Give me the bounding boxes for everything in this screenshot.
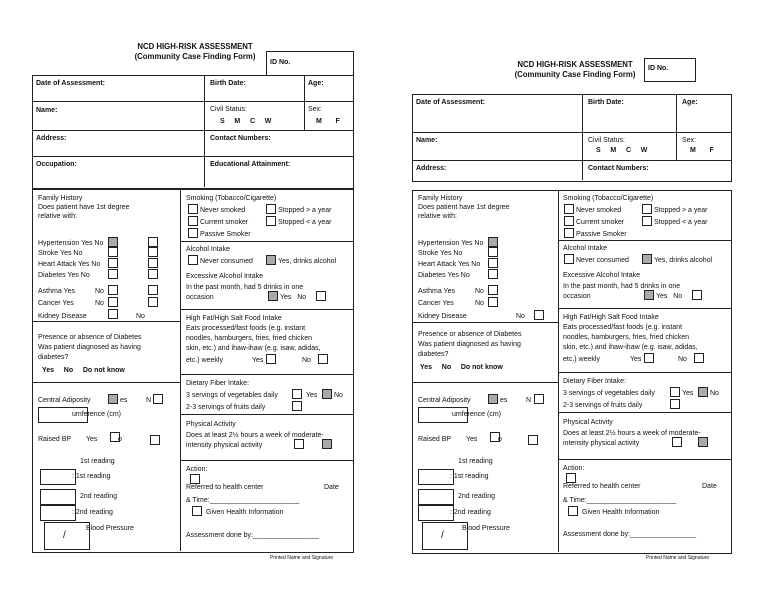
excessive-alcohol-heading: Excessive Alcohol Intake <box>186 273 264 280</box>
hypertension-yes-checkbox[interactable] <box>488 237 498 247</box>
stopped-lt-label: Stopped < a year <box>654 219 708 226</box>
excessive-no-checkbox[interactable] <box>692 290 702 300</box>
drinks-alcohol-label: Yes, drinks alcohol <box>654 257 713 264</box>
adiposity-no-checkbox[interactable] <box>534 394 544 404</box>
cancer-label: Cancer Yes <box>38 300 74 307</box>
reading1-input[interactable] <box>40 469 76 485</box>
fiber-line2: 2-3 servings of fruits daily <box>563 402 643 409</box>
address-field[interactable]: Address: <box>416 165 447 172</box>
excessive-q2: occasion <box>186 294 214 301</box>
printed-name-caption: Printed Name and Signature <box>646 555 710 561</box>
hypertension-yes-checkbox[interactable] <box>108 237 118 247</box>
assessment-done-by-field[interactable]: Assessment done by:_________________ <box>186 532 320 539</box>
kidney-yes-checkbox[interactable] <box>108 309 118 319</box>
high-fat-line3: skin, etc.) and ihaw-ihaw (e.g. isaw, adidas, <box>563 344 698 351</box>
high-fat-line4: etc.) weekly <box>186 357 223 364</box>
fiber-veg-yes-checkbox[interactable] <box>670 387 680 397</box>
heart-attack-no-checkbox[interactable] <box>148 258 158 268</box>
printed-name-caption: Printed Name and Signature <box>270 555 334 561</box>
age-field[interactable]: Age: <box>682 99 698 106</box>
adiposity-yes-label: es <box>120 397 128 404</box>
bp-slash: / <box>63 530 66 541</box>
kidney-no-checkbox[interactable] <box>534 310 544 320</box>
drinks-alcohol-checkbox[interactable] <box>266 255 276 265</box>
occupation-field[interactable]: Occupation: <box>36 161 77 168</box>
never-consumed-label: Never consumed <box>200 258 253 265</box>
bp-slash: / <box>441 530 444 541</box>
physical-activity-line2: intensity physical activity <box>186 442 263 449</box>
blood-pressure-label: Blood Pressure <box>462 525 510 532</box>
waist-label: umference (cm) <box>452 411 502 418</box>
fiber-veg-no-checkbox[interactable] <box>322 389 332 399</box>
fiber-no-label: No <box>334 392 343 399</box>
fiber-yes-label: Yes <box>306 392 318 399</box>
cancer-no-label: No <box>95 300 104 307</box>
sex-options[interactable]: M F <box>690 147 714 154</box>
passive-smoker-checkbox[interactable] <box>188 228 198 238</box>
reading1b-label: : 1st reading <box>450 473 489 480</box>
civil-status-options[interactable]: S M C W <box>596 147 648 154</box>
reading2-label: 2nd reading <box>80 493 117 500</box>
drinks-alcohol-checkbox[interactable] <box>642 254 652 264</box>
adiposity-yes-checkbox[interactable] <box>108 394 118 404</box>
raised-bp-yes-label: Yes <box>86 436 98 443</box>
sex-label: Sex: <box>682 137 697 144</box>
blood-pressure-input[interactable] <box>44 522 90 550</box>
cancer-no-label: No <box>475 300 484 307</box>
referred-date-label: Date <box>702 483 717 490</box>
high-fat-line1: Eats processed/fast foods (e.g. instant <box>186 325 306 332</box>
high-fat-yes-checkbox[interactable] <box>644 353 654 363</box>
family-history-heading: Family History <box>38 195 83 202</box>
diabetes-label: Diabetes Yes No <box>38 272 90 279</box>
fiber-fruit-yes-checkbox[interactable] <box>670 399 680 409</box>
fiber-veg-no-checkbox[interactable] <box>698 387 708 397</box>
never-smoked-label: Never smoked <box>576 207 622 214</box>
never-smoked-checkbox[interactable] <box>564 204 574 214</box>
stroke-no-checkbox[interactable] <box>148 247 158 257</box>
high-fat-heading: High Fat/High Salt Food Intake <box>186 315 282 322</box>
high-fat-line2: noodles, hamburgers, fries, fried chicken <box>186 335 313 342</box>
excessive-yes-no-label: Yes No <box>280 294 307 301</box>
heart-attack-yes-checkbox[interactable] <box>488 258 498 268</box>
high-fat-no-label: No <box>678 356 687 363</box>
title-line2: (Community Case Finding Form) <box>134 52 256 61</box>
asthma-no-checkbox[interactable] <box>488 285 498 295</box>
title-line1: NCD HIGH-RISK ASSESSMENT <box>517 60 633 69</box>
reading1-label: 1st reading <box>80 458 115 465</box>
stroke-yes-checkbox[interactable] <box>108 247 118 257</box>
contact-numbers-field[interactable]: Contact Numbers: <box>588 165 649 172</box>
alcohol-heading: Alcohol Intake <box>186 246 230 253</box>
physical-activity-heading: Physical Activity <box>563 419 613 426</box>
contact-numbers-field[interactable]: Contact Numbers: <box>210 135 271 142</box>
sex-label: Sex: <box>308 106 323 113</box>
id-number-box[interactable] <box>644 58 696 82</box>
given-info-checkbox[interactable] <box>568 506 578 516</box>
asthma-label: Asthma Yes <box>418 288 455 295</box>
adiposity-no-label: N <box>146 397 152 404</box>
id-number-box[interactable] <box>266 51 354 77</box>
form-title <box>480 60 670 80</box>
kidney-no-label: No <box>516 313 525 320</box>
time-field[interactable]: & Time:_______________________ <box>563 497 677 504</box>
educational-attainment-field[interactable]: Educational Attainment: <box>210 161 291 168</box>
excessive-q2: occasion <box>563 293 591 300</box>
never-consumed-checkbox[interactable] <box>564 254 574 264</box>
blood-pressure-label: Blood Pressure <box>86 525 134 532</box>
asthma-label: Asthma Yes <box>38 288 75 295</box>
never-smoked-label: Never smoked <box>200 207 246 214</box>
alcohol-heading: Alcohol Intake <box>563 245 607 252</box>
passive-smoker-label: Passive Smoker <box>200 231 251 238</box>
adiposity-yes-label: es <box>500 397 508 404</box>
excessive-yes-checkbox[interactable] <box>644 290 654 300</box>
name-field[interactable]: Name: <box>36 107 58 114</box>
cancer-no-checkbox[interactable] <box>488 297 498 307</box>
reading2-label: 2nd reading <box>458 493 495 500</box>
diabetes-options[interactable]: Yes No Do not know <box>42 367 125 374</box>
diabetes-question-line2: diabetes? <box>418 351 449 358</box>
diabetes-yes-checkbox[interactable] <box>488 269 498 279</box>
demographic-grid <box>32 75 354 189</box>
time-field[interactable]: & Time:_______________________ <box>186 497 300 504</box>
raised-bp-no-label: o <box>118 436 122 443</box>
physical-no-checkbox[interactable] <box>698 437 708 447</box>
diabetes-presence-heading: Presence or absence of Diabetes <box>38 334 142 341</box>
referred-label: Referred to health center <box>186 484 264 491</box>
cancer-no2-checkbox[interactable] <box>148 297 158 307</box>
physical-activity-line1: Does at least 2½ hours a week of moderate- <box>563 430 701 437</box>
never-consumed-checkbox[interactable] <box>188 255 198 265</box>
referred-date-label: Date <box>324 484 339 491</box>
form-title <box>100 42 290 62</box>
adiposity-yes-checkbox[interactable] <box>488 394 498 404</box>
fiber-heading: Dietary Fiber Intake: <box>186 380 250 387</box>
asthma-no2-checkbox[interactable] <box>148 285 158 295</box>
adiposity-no-checkbox[interactable] <box>153 394 163 404</box>
passive-smoker-checkbox[interactable] <box>564 228 574 238</box>
family-history-heading: Family History <box>418 195 463 202</box>
diabetes-label: Diabetes Yes No <box>418 272 470 279</box>
reading2b-label: : 2nd reading <box>450 509 491 516</box>
name-field[interactable]: Name: <box>416 137 438 144</box>
current-smoker-label: Current smoker <box>576 219 625 226</box>
birth-date-field[interactable]: Birth Date: <box>588 99 624 106</box>
id-label: ID No. <box>270 59 291 66</box>
heart-attack-yes-checkbox[interactable] <box>108 258 118 268</box>
reading2b-label: : 2nd reading <box>72 509 113 516</box>
age-field[interactable]: Age: <box>308 80 324 87</box>
stopped-lt-label: Stopped < a year <box>278 219 332 226</box>
stroke-label: Stroke Yes No <box>38 250 83 257</box>
address-field[interactable]: Address: <box>36 135 67 142</box>
stroke-yes-checkbox[interactable] <box>488 247 498 257</box>
title-line1: NCD HIGH-RISK ASSESSMENT <box>137 42 253 51</box>
high-fat-no-checkbox[interactable] <box>694 353 704 363</box>
hypertension-label: Hypertension Yes No <box>418 240 484 247</box>
physical-yes-checkbox[interactable] <box>294 439 304 449</box>
given-info-checkbox[interactable] <box>192 506 202 516</box>
given-info-label: Given Health Information <box>582 509 660 516</box>
stopped-gt-checkbox[interactable] <box>642 204 652 214</box>
raised-bp-label: Raised BP <box>38 436 72 443</box>
raised-bp-no-checkbox[interactable] <box>528 435 538 445</box>
family-question-line1: Does patient have 1st degree <box>418 204 510 211</box>
excessive-q1: In the past month, had 5 drinks in one <box>186 284 304 291</box>
fiber-no-label: No <box>710 390 719 397</box>
high-fat-heading: High Fat/High Salt Food Intake <box>563 314 659 321</box>
birth-date-field[interactable]: Birth Date: <box>210 80 246 87</box>
fiber-veg-yes-checkbox[interactable] <box>292 389 302 399</box>
never-consumed-label: Never consumed <box>576 257 629 264</box>
stopped-gt-label: Stopped > a year <box>654 207 708 214</box>
diabetes-question-line2: diabetes? <box>38 354 69 361</box>
high-fat-line3: skin, etc.) and ihaw-ihaw (e.g. isaw, adidas, <box>186 345 321 352</box>
diabetes-options[interactable]: Yes No Do not know <box>420 364 503 371</box>
id-label: ID No. <box>648 65 669 72</box>
referred-label: Referred to health center <box>563 483 641 490</box>
civil-status-options[interactable]: S M C W <box>220 118 272 125</box>
family-question-line2: relative with: <box>38 213 77 220</box>
high-fat-line2: noodles, hamburgers, fries, fried chicken <box>563 334 690 341</box>
cancer-no-checkbox[interactable] <box>108 297 118 307</box>
smoking-heading: Smoking (Tobacco/Cigarette) <box>563 195 654 202</box>
reading2b-input[interactable] <box>418 505 454 521</box>
raised-bp-no-label: o <box>498 436 502 443</box>
asthma-no-label: No <box>475 288 484 295</box>
stroke-label: Stroke Yes No <box>418 250 463 257</box>
reading2-input[interactable] <box>418 489 454 505</box>
high-fat-no-checkbox[interactable] <box>318 354 328 364</box>
title-line2: (Community Case Finding Form) <box>514 70 636 79</box>
diabetes-no-checkbox[interactable] <box>148 269 158 279</box>
asthma-no-label: No <box>95 288 104 295</box>
stopped-lt-checkbox[interactable] <box>642 216 652 226</box>
fiber-line1: 3 servings of vegetables daily <box>186 392 278 399</box>
adiposity-no-label: N <box>526 397 532 404</box>
reading2-input[interactable] <box>40 489 76 505</box>
reading1b-label: : 1st reading <box>72 473 111 480</box>
stopped-lt-checkbox[interactable] <box>266 216 276 226</box>
date-of-assessment-field[interactable]: Date of Assessment: <box>416 99 485 106</box>
physical-no-checkbox[interactable] <box>322 439 332 449</box>
fiber-fruit-yes-checkbox[interactable] <box>292 401 302 411</box>
excessive-no-checkbox[interactable] <box>316 291 326 301</box>
physical-activity-line2: intensity physical activity <box>563 440 640 447</box>
stopped-gt-checkbox[interactable] <box>266 204 276 214</box>
current-smoker-checkbox[interactable] <box>564 216 574 226</box>
current-smoker-checkbox[interactable] <box>188 216 198 226</box>
excessive-alcohol-heading: Excessive Alcohol Intake <box>563 272 641 279</box>
drinks-alcohol-label: Yes, drinks alcohol <box>278 258 337 265</box>
fiber-heading: Dietary Fiber Intake: <box>563 378 627 385</box>
kidney-disease-label: Kidney Disease <box>38 313 87 320</box>
civil-status-label: Civil Status: <box>210 106 247 113</box>
high-fat-yes-label: Yes <box>630 356 642 363</box>
kidney-disease-label: Kidney Disease <box>418 313 467 320</box>
assessment-done-by-field[interactable]: Assessment done by:_________________ <box>563 531 697 538</box>
cancer-label: Cancer Yes <box>418 300 454 307</box>
fiber-line2: 2-3 servings of fruits daily <box>186 404 266 411</box>
reading1-input[interactable] <box>418 469 454 485</box>
passive-smoker-label: Passive Smoker <box>576 231 627 238</box>
never-smoked-checkbox[interactable] <box>188 204 198 214</box>
diabetes-question-line1: Was patient diagnosed as having <box>38 344 141 351</box>
excessive-q1: In the past month, had 5 drinks in one <box>563 283 681 290</box>
high-fat-yes-label: Yes <box>252 357 264 364</box>
physical-yes-checkbox[interactable] <box>672 437 682 447</box>
stopped-gt-label: Stopped > a year <box>278 207 332 214</box>
raised-bp-no-checkbox[interactable] <box>150 435 160 445</box>
heart-attack-label: Heart Attack Yes No <box>418 261 481 268</box>
physical-activity-line1: Does at least 2½ hours a week of moderate- <box>186 432 324 439</box>
fiber-yes-label: Yes <box>682 390 694 397</box>
civil-status-label: Civil Status: <box>588 137 625 144</box>
raised-bp-yes-label: Yes <box>466 436 478 443</box>
hypertension-label: Hypertension Yes No <box>38 240 104 247</box>
central-adiposity-label: Central Adiposity <box>38 397 91 404</box>
diabetes-presence-heading: Presence or absence of Diabetes <box>418 331 522 338</box>
current-smoker-label: Current smoker <box>200 219 249 226</box>
reading2b-input[interactable] <box>40 505 76 521</box>
family-question-line1: Does patient have 1st degree <box>38 204 130 211</box>
family-question-line2: relative with: <box>418 213 457 220</box>
smoking-heading: Smoking (Tobacco/Cigarette) <box>186 195 277 202</box>
excessive-yes-no-label: Yes No <box>656 293 683 300</box>
excessive-yes-checkbox[interactable] <box>268 291 278 301</box>
high-fat-no-label: No <box>302 357 311 364</box>
heart-attack-label: Heart Attack Yes No <box>38 261 101 268</box>
hypertension-no-checkbox[interactable] <box>148 237 158 247</box>
date-of-assessment-field[interactable]: Date of Assessment: <box>36 80 105 87</box>
diabetes-yes-checkbox[interactable] <box>108 269 118 279</box>
action-heading: Action: <box>563 465 585 472</box>
sex-options[interactable]: M F <box>316 118 340 125</box>
physical-activity-heading: Physical Activity <box>186 421 236 428</box>
action-heading: Action: <box>186 466 208 473</box>
given-info-label: Given Health Information <box>206 509 284 516</box>
central-adiposity-label: Central Adiposity <box>418 397 471 404</box>
waist-label: umference (cm) <box>72 411 122 418</box>
reading1-label: 1st reading <box>458 458 493 465</box>
fiber-line1: 3 servings of vegetables daily <box>563 390 655 397</box>
high-fat-yes-checkbox[interactable] <box>266 354 276 364</box>
raised-bp-label: Raised BP <box>418 436 452 443</box>
high-fat-line4: etc.) weekly <box>563 356 600 363</box>
asthma-no-checkbox[interactable] <box>108 285 118 295</box>
diabetes-question-line1: Was patient diagnosed as having <box>418 341 521 348</box>
high-fat-line1: Eats processed/fast foods (e.g. instant <box>563 324 683 331</box>
kidney-no-label: No <box>136 313 145 320</box>
